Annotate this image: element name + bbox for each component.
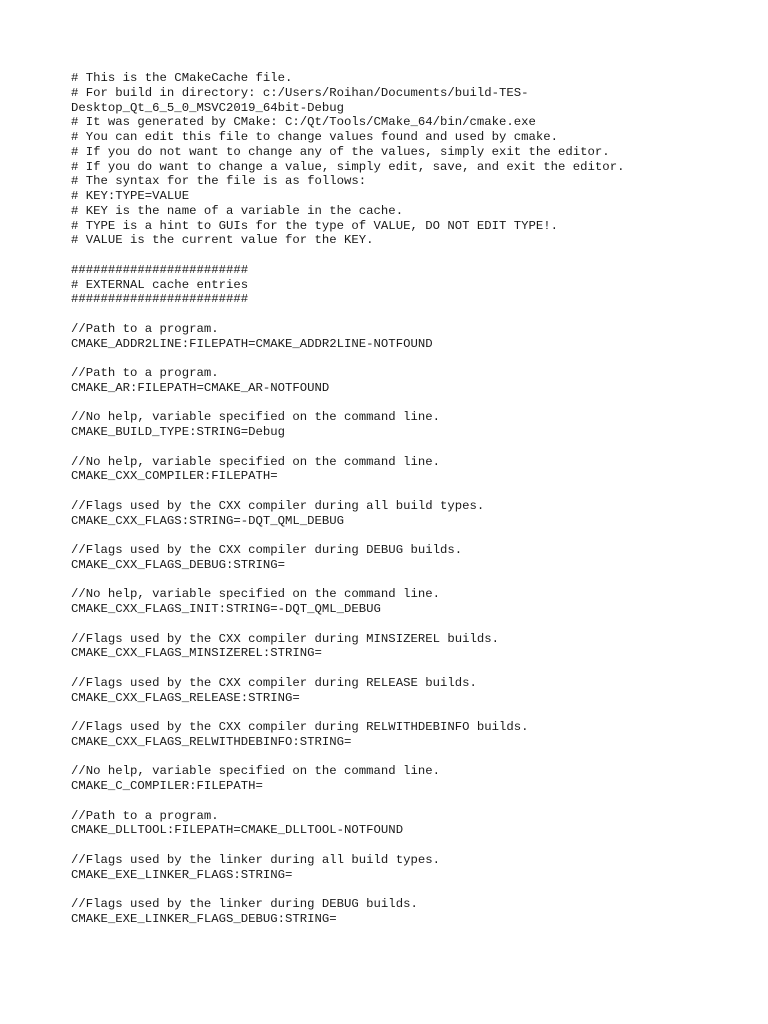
section-header [71,263,751,307]
blank-line [71,351,751,366]
header-comment-line: # You can edit this file to change values found and used by cmake. [71,130,559,144]
entry-comment: //Flags used by the linker during DEBUG builds. [71,897,418,911]
header-comment-block [71,71,751,248]
cache-entry [71,632,751,662]
entry-value: CMAKE_DLLTOOL:FILEPATH=CMAKE_DLLTOOL-NOTFOUND [71,823,404,838]
blank-line [71,882,751,897]
entry-value: CMAKE_CXX_FLAGS_DEBUG:STRING= [71,557,286,572]
cache-entry [71,897,751,927]
entry-value: CMAKE_CXX_FLAGS:STRING=-DQT_QML_DEBUG [71,513,345,528]
entry-value: CMAKE_EXE_LINKER_FLAGS:STRING= [71,867,293,882]
entry-comment: //Path to a program. [71,366,219,380]
entry-value: CMAKE_BUILD_TYPE:STRING=Debug [71,425,286,439]
blank-line [71,248,751,263]
cache-entry [71,366,751,396]
header-comment-line: # It was generated by CMake: C:/Qt/Tools/CMake_64/bin/cmake.exe [71,115,536,130]
entry-comment: //Path to a program. [71,808,219,823]
cmake-cache-document [71,71,751,927]
header-comment-line: # If you do not want to change any of the values, simply exit the editor. [71,144,610,159]
entry-comment: //Flags used by the CXX compiler during DEBUG builds. [71,543,463,557]
blank-line [71,617,751,632]
header-comment-line: # VALUE is the current value for the KEY. [71,233,374,248]
section-title: # EXTERNAL cache entries [71,277,249,292]
entry-value: CMAKE_C_COMPILER:FILEPATH= [71,779,263,793]
entry-value: CMAKE_CXX_FLAGS_MINSIZEREL:STRING= [71,646,322,661]
cache-entry [71,455,751,485]
entry-value: CMAKE_CXX_FLAGS_INIT:STRING=-DQT_QML_DEBUG [71,602,381,616]
header-comment-line: Desktop_Qt_6_5_0_MSVC2019_64bit-Debug [71,100,345,115]
entry-comment: //Flags used by the linker during all build types. [71,852,440,867]
blank-line [71,838,751,853]
cache-entry [71,410,751,440]
entry-comment: //Flags used by the CXX compiler during all build types. [71,498,485,513]
header-comment-line: # TYPE is a hint to GUIs for the type of VALUE, DO NOT EDIT TYPE!. [71,218,559,233]
cache-entry [71,587,751,617]
header-comment-line: # KEY:TYPE=VALUE [71,189,190,203]
cache-entry [71,543,751,573]
blank-line [71,307,751,322]
entry-value: CMAKE_CXX_FLAGS_RELEASE:STRING= [71,690,300,705]
entry-comment: //Flags used by the CXX compiler during RELEASE builds. [71,675,477,690]
entry-comment: //No help, variable specified on the command line. [71,587,440,602]
cache-entry [71,764,751,794]
section-rule-top: ######################## [71,262,249,277]
entry-value: CMAKE_ADDR2LINE:FILEPATH=CMAKE_ADDR2LINE-NOTFOUND [71,336,433,351]
entry-value: CMAKE_AR:FILEPATH=CMAKE_AR-NOTFOUND [71,380,330,395]
blank-line [71,573,751,588]
blank-line [71,396,751,411]
blank-line [71,661,751,676]
header-comment-line: # KEY is the name of a variable in the cache. [71,203,404,218]
cache-entry [71,676,751,706]
blank-line [71,705,751,720]
cache-entry [71,809,751,839]
blank-line [71,794,751,809]
blank-line [71,750,751,765]
cache-entry [71,499,751,529]
cache-entry [71,720,751,750]
section-rule-bottom: ######################## [71,292,249,307]
header-comment-line: # If you do want to change a value, simply edit, save, and exit the editor. [71,159,625,174]
header-comment-line: # The syntax for the file is as follows: [71,174,367,189]
entry-value: CMAKE_CXX_COMPILER:FILEPATH= [71,469,278,484]
blank-line [71,484,751,499]
entry-comment: //No help, variable specified on the command line. [71,454,440,469]
entry-comment: //Path to a program. [71,321,219,336]
entry-comment: //Flags used by the CXX compiler during RELWITHDEBINFO builds. [71,720,529,734]
blank-line [71,440,751,455]
entry-comment: //No help, variable specified on the command line. [71,764,440,779]
entry-comment: //Flags used by the CXX compiler during MINSIZEREL builds. [71,631,500,646]
blank-line [71,528,751,543]
cache-entry [71,853,751,883]
entry-comment: //No help, variable specified on the command line. [71,410,440,425]
header-comment-line: # This is the CMakeCache file. [71,71,293,85]
entry-value: CMAKE_CXX_FLAGS_RELWITHDEBINFO:STRING= [71,734,352,749]
header-comment-line: # For build in directory: c:/Users/Roihan/Documents/build-TES- [71,85,529,100]
entry-value: CMAKE_EXE_LINKER_FLAGS_DEBUG:STRING= [71,911,337,926]
cache-entry [71,322,751,352]
